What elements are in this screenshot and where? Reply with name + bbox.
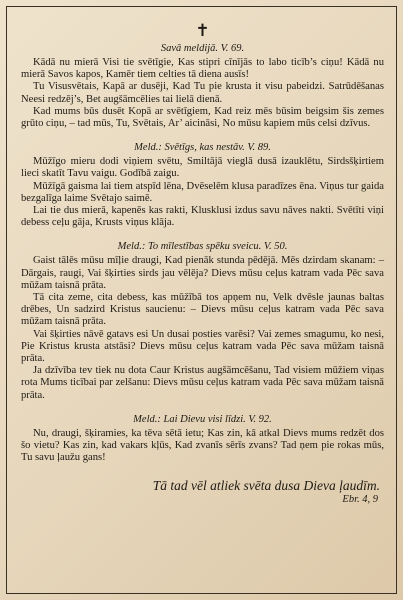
verse-paragraph: Mūžīgo mieru dodi viņiem svētu, Smiltājā vieglā dusā izauklētu, Sirdsšķirtiem lieci skatīt Tavu vaigu. Godībā zaigu. [21,156,384,180]
verse-paragraph: Lai tie dus mierā, kapenēs kas rakti, Klusklusi izdus savu nāves nakti. Svētīti viņi debess ceļu gāja, Krusts viņus klāja. [21,205,384,229]
verse-paragraph: Mūžīgā gaisma lai tiem atspīd lēna, Dvēselēm klusa paradīzes ēna. Viņus tur gaida bezgalīga laime Svētajo saimē. [21,180,384,204]
verse-paragraph: Ja dzīvība tev tiek nu dota Caur Kristus augšāmcēšanu, Tad visiem mūžiem viņas rota Mums ticībai par zelšanu: Dievs mūsu ceļus katram vada Pēc sava mūžam taisnā prāta. [21,365,384,401]
section-2 [21,142,384,229]
scripture-reference: Ebr. 4, 9 [342,494,378,506]
page-frame [6,6,397,594]
section-heading: Meld.: Lai Dievu visi līdzi. V. 92. [133,413,272,425]
section-3 [21,241,384,401]
verse-paragraph: Tu Visusvētais, Kapā ar dusēji, Kad Tu pie krusta it visu pabeidzi. Satrūdēšanas Neesi redzēj’s, Bet augšāmcēlies tai lielā dienā. [21,81,384,105]
cross-icon: ✝ [195,21,210,40]
verse-paragraph: Nu, draugi, šķiramies, ka tēva sētā ietu; Kas zin, kā atkal Dievs mums redzēt dos šo vietu? Kas zin, kad vakars kļūs, Kad zvanīs sērīs zvans? Tad ņem pie rokas mūs, Tu savu ļaužu gans! [21,427,384,464]
verse-paragraph: Gaist tālēs mūsu mīļie draugi, Kad pienāk stunda pēdējā. Mēs dzirdam skanam: – Dārgais, raugi, Vai šķirties sirds jau vēlēja? Dievs mūsu ceļus katram vada Pēc sava mūžam taisnā prāta. [21,255,384,291]
verse-paragraph: Kad mums būs dusēt Kopā ar svētīgiem, Kad reiz mēs būsim beigsim šis zemes grūto ciņu, – tad mūs, Tu, Svētais, Ar’ aicināsi, No mūsu kapiem mūs celsi dzīvus. [21,105,384,130]
section-heading: Savā meldijā. V. 69. [160,43,245,54]
verse-paragraph: Tā cita zeme, cita debess, kas mūžībā tos apņem nu, Velk dvēsle jaunas baltas drēbes, Un sadzird Kristus saucienu: – Dievs mūsu ceļus katram vada Pēc sava mūžam taisnā prāta. [21,292,384,328]
section-4 [21,414,384,465]
section-heading: Meld.: Svētīgs, kas nestāv. V. 89. [134,142,271,154]
closing-line: Tā tad vēl atliek svēta dusa Dieva ļaudīm. [152,478,380,494]
section-heading: Meld.: To mīlestības spēku sveicu. V. 50. [117,241,288,253]
verse-paragraph: Kādā nu mierā Visi tie svētīgie, Kas stipri cīnījās to labo ticīb’s ciņu! Kādā nu mierā Savos kapos, Kamēr tiem celties tā diena ausīs! [21,57,384,81]
verse-paragraph: Vai šķirties nāvē gatavs esi Un dusai posties varēsi? Vai zemes smagumu, ko nesi, Pie Kristus krusta atstāsi? Dievs mūsu ceļus katram vada Pēc sava mūžam taisnā prāta. [21,328,384,365]
section-1 [21,43,384,130]
